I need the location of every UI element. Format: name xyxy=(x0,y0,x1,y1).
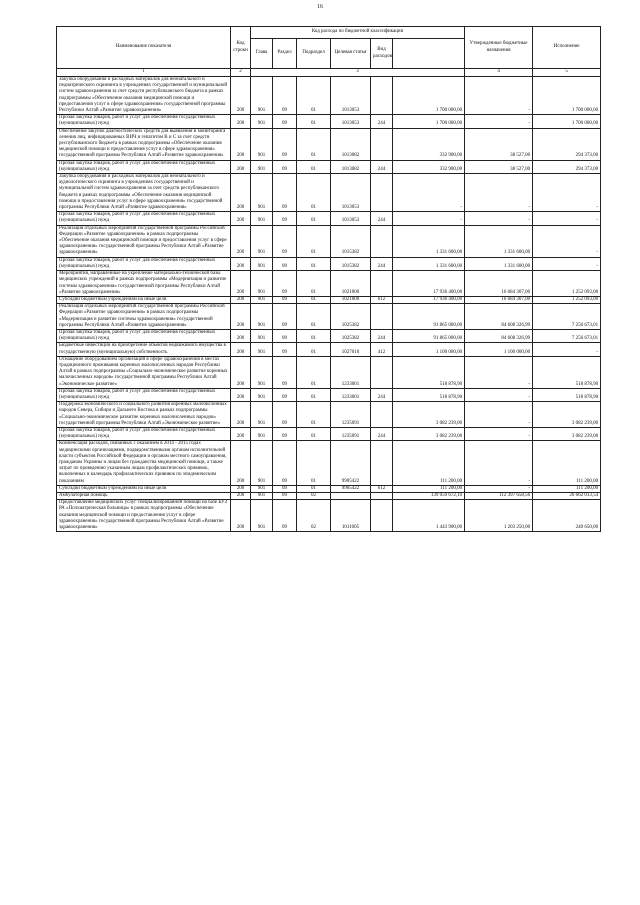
table-row xyxy=(57,174,601,212)
header-executed: Исполнение xyxy=(533,27,601,69)
row-target: 1025382 xyxy=(331,329,371,342)
row-vid: 244 xyxy=(371,329,393,342)
row-approved: 1 331 600,00 xyxy=(393,257,465,270)
row-executed: 38 527,00 xyxy=(465,160,533,173)
row-approved: 111 200,00 xyxy=(393,485,465,492)
row-executed: 1 100 000,00 xyxy=(465,343,533,356)
row-name: Бюджетные инвестиции на приобретение объектов недвижимого имущества в государственную (муниципальную) собственность xyxy=(57,343,231,356)
row-target: 1013053 xyxy=(331,115,371,128)
row-podrazdel: 01 xyxy=(297,174,331,212)
row-razdel: 09 xyxy=(273,493,297,500)
row-razdel: 09 xyxy=(273,225,297,257)
row-target: 1025382 xyxy=(331,304,371,330)
row-razdel: 09 xyxy=(273,402,297,428)
row-glava: 901 xyxy=(251,304,273,330)
row-target: 1015382 xyxy=(331,225,371,257)
row-name: Прочая закупка товаров, работ и услуг для обеспечения государственных (муниципальных) нужд xyxy=(57,160,231,173)
row-razdel: 09 xyxy=(273,160,297,173)
row-approved: 139 059 672,10 xyxy=(393,493,465,500)
row-name: Прочая закупка товаров, работ и услуг для обеспечения государственных (муниципальных) нужд xyxy=(57,427,231,440)
row-approved: 332 900,00 xyxy=(393,128,465,160)
row-executed: - xyxy=(465,77,533,115)
row-podrazdel: 01 xyxy=(297,257,331,270)
table-row xyxy=(57,304,601,330)
row-target: 1011005 xyxy=(331,500,371,532)
row-target: 1021000 xyxy=(331,271,371,297)
row-target: 1013082 xyxy=(331,128,371,160)
row-name: Компенсация расходов, связанных с оказанием в 2014 - 2015 годах медицинскими организациями, подведомственными органам исполнительной власти субъектов Российской Федерации и органам местного самоуправления, гражданам Украины и лицам без гражданства медицинской помощи, а также затрат по проведению указанным лицам профилактических прививок, включенных в календарь профилактических прививок по эпидемическим показаниям xyxy=(57,441,231,485)
row-approved: 3 082 239,00 xyxy=(393,402,465,428)
row-unexecuted: 1 700 000,00 xyxy=(533,77,601,115)
row-podrazdel: 01 xyxy=(297,388,331,401)
row-executed: - xyxy=(465,356,533,388)
row-code: 200 xyxy=(231,304,251,330)
row-name: Реализация отдельных мероприятий государственной программы Российской Федерации «Развитие здравоохранения» в рамках подпрограммы «Модернизация и развитие системы здравоохранения» государственной программы Республики Алтай «Развитие здравоохранения» xyxy=(57,304,231,330)
row-unexecuted: - xyxy=(533,257,601,270)
row-glava: 901 xyxy=(251,343,273,356)
row-target: 1233001 xyxy=(331,388,371,401)
row-podrazdel: 01 xyxy=(297,304,331,330)
row-glava: 901 xyxy=(251,115,273,128)
row-target: 1021000 xyxy=(331,296,371,303)
row-vid: 244 xyxy=(371,160,393,173)
row-podrazdel: 01 xyxy=(297,77,331,115)
row-executed: 112 397 658,56 xyxy=(465,493,533,500)
row-executed: - xyxy=(465,174,533,212)
row-vid xyxy=(371,402,393,428)
row-unexecuted: 294 373,00 xyxy=(533,160,601,173)
table-body xyxy=(57,77,601,532)
row-name: Прочая закупка товаров, работ и услуг для обеспечения государственных (муниципальных) нужд xyxy=(57,329,231,342)
row-code: 200 xyxy=(231,388,251,401)
row-code: 200 xyxy=(231,212,251,225)
row-approved: 1 700 000,00 xyxy=(393,115,465,128)
row-name: Поддержка экономического и социального развития коренных малочисленных народов Севера, Сибири и Дальнего Востока в рамках подпрограммы «Социально-экономическое развитие коренных малочисленных народов» государственной программы Республики Алтай «Экономическое развитие» xyxy=(57,402,231,428)
row-vid: 244 xyxy=(371,115,393,128)
table-row xyxy=(57,356,601,388)
row-podrazdel: 01 xyxy=(297,271,331,297)
row-executed: - xyxy=(465,441,533,485)
row-approved: 332 900,00 xyxy=(393,160,465,173)
row-approved: 1 331 600,00 xyxy=(393,225,465,257)
row-unexecuted: 518 878,90 xyxy=(533,356,601,388)
row-target: 9905422 xyxy=(331,485,371,492)
row-razdel: 09 xyxy=(273,304,297,330)
row-unexecuted: 7 256 673,01 xyxy=(533,329,601,342)
header-glava: Глава xyxy=(251,39,273,69)
row-executed: 1 331 600,00 xyxy=(465,225,533,257)
row-unexecuted: 3 082 239,00 xyxy=(533,402,601,428)
row-approved: - xyxy=(393,212,465,225)
row-unexecuted: - xyxy=(533,212,601,225)
header-vid: Вид расходов xyxy=(371,39,393,69)
row-code: 200 xyxy=(231,356,251,388)
row-name: Предоставление медицинских услуг специализированной помощи на базе БУЗ РА «Психиатрическая больница» в рамках подпрограммы «Обеспечение оказания медицинской помощи и предоставления услуг в сфере здравоохранения» государственной программы Республики Алтай «Развитие здравоохранения» xyxy=(57,500,231,532)
row-glava: 901 xyxy=(251,160,273,173)
row-code: 200 xyxy=(231,257,251,270)
row-executed: 16 684 307,00 xyxy=(465,296,533,303)
row-vid xyxy=(371,356,393,388)
row-podrazdel: 01 xyxy=(297,296,331,303)
row-razdel: 09 xyxy=(273,271,297,297)
row-vid: 612 xyxy=(371,485,393,492)
row-name: Обеспечение закупок диагностических средств для выявления и мониторинга лечения лиц, инфицированных ВИЧ и гепатитом В и С за счет средств республиканского бюджета в рамках подпрограммы «Обеспечение оказания медицинской помощи и предоставления услуг в сфере здравоохранения» государственной программы Республики Алтай «Развитие здравоохранения» xyxy=(57,128,231,160)
table-row xyxy=(57,441,601,485)
header-target: Целевая статья xyxy=(331,39,371,69)
row-executed: - xyxy=(465,402,533,428)
row-podrazdel: 01 xyxy=(297,160,331,173)
row-glava: 901 xyxy=(251,296,273,303)
row-vid: 244 xyxy=(371,212,393,225)
row-executed: 16 684 307,00 xyxy=(465,271,533,297)
row-glava: 901 xyxy=(251,128,273,160)
row-approved: 111 200,00 xyxy=(393,441,465,485)
header-classification: Код расхода по бюджетной классификации xyxy=(251,27,465,39)
row-glava: 901 xyxy=(251,427,273,440)
row-unexecuted: 111 200,00 xyxy=(533,485,601,492)
row-vid: 244 xyxy=(371,427,393,440)
row-name: Реализация отдельных мероприятий государственной программы Российской Федерации «Развитие здравоохранения» в рамках подпрограммы «Обеспечение оказания медицинской помощи и предоставления услуг в сфере здравоохранения» государственной программы Республики Алтай «Развитие здравоохранения» xyxy=(57,225,231,257)
header-row-code: Код строки xyxy=(231,27,251,69)
table-row xyxy=(57,493,601,500)
row-razdel: 09 xyxy=(273,212,297,225)
col-number-2: 2 xyxy=(231,69,251,77)
row-glava: 901 xyxy=(251,388,273,401)
row-glava: 901 xyxy=(251,500,273,532)
row-code: 200 xyxy=(231,441,251,485)
row-podrazdel: 02 xyxy=(297,493,331,500)
row-unexecuted: - xyxy=(533,225,601,257)
row-target: 1015382 xyxy=(331,257,371,270)
row-unexecuted: 1 252 093,00 xyxy=(533,296,601,303)
row-razdel: 09 xyxy=(273,296,297,303)
row-approved: 3 082 239,00 xyxy=(393,427,465,440)
row-unexecuted: 240 650,00 xyxy=(533,500,601,532)
row-executed: 1 203 250,00 xyxy=(465,500,533,532)
row-code: 200 xyxy=(231,402,251,428)
row-executed: 84 608 326,99 xyxy=(465,304,533,330)
page-number: 16 xyxy=(317,4,323,10)
row-target: 1235091 xyxy=(331,427,371,440)
row-unexecuted: 518 878,90 xyxy=(533,388,601,401)
row-name: Амбулаторная помощь xyxy=(57,493,231,500)
row-unexecuted: 1 252 093,00 xyxy=(533,271,601,297)
row-vid xyxy=(371,500,393,532)
row-razdel: 09 xyxy=(273,427,297,440)
row-vid: 244 xyxy=(371,257,393,270)
row-unexecuted: 1 700 000,00 xyxy=(533,115,601,128)
row-vid xyxy=(371,271,393,297)
col-number-5: 5 xyxy=(533,69,601,77)
col-number-1: 1 xyxy=(57,69,231,77)
row-vid: 612 xyxy=(371,296,393,303)
row-glava: 901 xyxy=(251,225,273,257)
row-razdel: 09 xyxy=(273,115,297,128)
row-executed: 84 608 326,99 xyxy=(465,329,533,342)
table-row xyxy=(57,296,601,303)
row-glava: 901 xyxy=(251,441,273,485)
row-razdel: 09 xyxy=(273,441,297,485)
row-executed: 38 527,00 xyxy=(465,128,533,160)
row-vid xyxy=(371,225,393,257)
row-approved: 91 865 000,00 xyxy=(393,304,465,330)
table-row xyxy=(57,115,601,128)
table-row xyxy=(57,427,601,440)
row-code: 200 xyxy=(231,500,251,532)
row-code: 200 xyxy=(231,128,251,160)
row-glava: 901 xyxy=(251,174,273,212)
row-razdel: 09 xyxy=(273,356,297,388)
row-vid xyxy=(371,304,393,330)
table-row xyxy=(57,257,601,270)
row-glava: 901 xyxy=(251,493,273,500)
row-glava: 901 xyxy=(251,402,273,428)
row-name: Прочая закупка товаров, работ и услуг для обеспечения государственных (муниципальных) нужд xyxy=(57,212,231,225)
row-code: 200 xyxy=(231,77,251,115)
row-glava: 901 xyxy=(251,329,273,342)
row-name: Закупка оборудования и расходных материалов для неонатального и аудиологического скрининга в учреждениях государственной и муниципальной систем здравоохранения за счет средств республиканского бюджета в рамках подпрограммы «Обеспечение оказания медицинской помощи и предоставления услуг в сфере здравоохранения» государственной программы Республики Алтай «Развитие здравоохранения» xyxy=(57,174,231,212)
row-name: Закупка оборудования и расходных материалов для неонатального и педиатрического скрининга в учреждениях государственной и муниципальной систем здравоохранения за счет средств республиканского бюджета в рамках подпрограммы «Обеспечение оказания медицинской помощи и предоставления услуг в сфере здравоохранения» государственной программы Республики Алтай «Развитие здравоохранения» xyxy=(57,77,231,115)
table-row xyxy=(57,500,601,532)
row-glava: 901 xyxy=(251,212,273,225)
row-name: Прочая закупка товаров, работ и услуг для обеспечения государственных (муниципальных) нужд xyxy=(57,115,231,128)
row-razdel: 09 xyxy=(273,174,297,212)
header-podrazdel: Подраздел xyxy=(297,39,331,69)
row-code: 200 xyxy=(231,174,251,212)
row-podrazdel: 01 xyxy=(297,356,331,388)
row-vid xyxy=(371,77,393,115)
row-approved: 17 936 400,00 xyxy=(393,296,465,303)
row-approved: 17 936 400,00 xyxy=(393,271,465,297)
row-glava: 901 xyxy=(251,271,273,297)
row-target: 1235091 xyxy=(331,402,371,428)
row-target: 1027010 xyxy=(331,343,371,356)
row-razdel: 09 xyxy=(273,128,297,160)
row-glava: 901 xyxy=(251,257,273,270)
table-row xyxy=(57,343,601,356)
row-target: 9905422 xyxy=(331,441,371,485)
row-target xyxy=(331,493,371,500)
row-target: 1013053 xyxy=(331,77,371,115)
row-target: 1013053 xyxy=(331,174,371,212)
col-number-4: 4 xyxy=(465,69,533,77)
row-vid xyxy=(371,493,393,500)
row-podrazdel: 01 xyxy=(297,329,331,342)
header-razdel: Раздел xyxy=(273,39,297,69)
table-row xyxy=(57,160,601,173)
row-approved: 91 865 000,00 xyxy=(393,329,465,342)
row-podrazdel: 01 xyxy=(297,115,331,128)
row-glava: 901 xyxy=(251,77,273,115)
row-razdel: 09 xyxy=(273,500,297,532)
row-podrazdel: 01 xyxy=(297,441,331,485)
row-unexecuted: - xyxy=(533,343,601,356)
row-code: 200 xyxy=(231,485,251,492)
row-vid: 412 xyxy=(371,343,393,356)
table-row xyxy=(57,128,601,160)
row-code: 200 xyxy=(231,493,251,500)
row-unexecuted: 26 662 013,54 xyxy=(533,493,601,500)
row-name: Субсидии бюджетным учреждениям на иные цели xyxy=(57,485,231,492)
row-vid xyxy=(371,441,393,485)
row-name: Прочая закупка товаров, работ и услуг для обеспечения государственных (муниципальных) нужд xyxy=(57,388,231,401)
row-vid: 244 xyxy=(371,388,393,401)
row-executed: - xyxy=(465,485,533,492)
row-razdel: 09 xyxy=(273,77,297,115)
row-approved: - xyxy=(393,174,465,212)
row-razdel: 09 xyxy=(273,485,297,492)
table-row xyxy=(57,388,601,401)
row-unexecuted: 7 256 673,01 xyxy=(533,304,601,330)
row-approved: 518 878,90 xyxy=(393,388,465,401)
row-approved: 1 700 000,00 xyxy=(393,77,465,115)
row-unexecuted: 3 082 239,00 xyxy=(533,427,601,440)
row-razdel: 09 xyxy=(273,329,297,342)
header-name: Наименование показателя xyxy=(57,27,231,69)
row-podrazdel: 01 xyxy=(297,485,331,492)
col-number-3: 3 xyxy=(251,69,465,77)
row-code: 200 xyxy=(231,329,251,342)
row-unexecuted: - xyxy=(533,174,601,212)
row-name: Мероприятия, направленные на укрепление материально-технической базы медицинских учреждений в рамках подпрограммы «Модернизация и развитие системы здравоохранения» государственной программы Республики Алтай «Развитие здравоохранения» xyxy=(57,271,231,297)
table-row xyxy=(57,212,601,225)
table-row xyxy=(57,77,601,115)
table-row xyxy=(57,329,601,342)
row-code: 200 xyxy=(231,343,251,356)
row-unexecuted: 111 200,00 xyxy=(533,441,601,485)
row-approved: 518 878,90 xyxy=(393,356,465,388)
row-glava: 901 xyxy=(251,356,273,388)
row-glava: 901 xyxy=(251,485,273,492)
row-target: 1233001 xyxy=(331,356,371,388)
table-row xyxy=(57,271,601,297)
row-executed: 1 331 600,00 xyxy=(465,257,533,270)
row-executed: - xyxy=(465,427,533,440)
row-executed: - xyxy=(465,212,533,225)
row-podrazdel: 01 xyxy=(297,402,331,428)
row-podrazdel: 01 xyxy=(297,225,331,257)
row-code: 200 xyxy=(231,115,251,128)
row-razdel: 09 xyxy=(273,257,297,270)
row-podrazdel: 01 xyxy=(297,427,331,440)
row-approved: 1 443 900,00 xyxy=(393,500,465,532)
row-code: 200 xyxy=(231,160,251,173)
table-row xyxy=(57,485,601,492)
row-name: Субсидии бюджетным учреждениям на иные цели xyxy=(57,296,231,303)
row-code: 200 xyxy=(231,225,251,257)
row-podrazdel: 02 xyxy=(297,500,331,532)
budget-execution-table xyxy=(56,26,601,532)
row-approved: 1 100 000,00 xyxy=(393,343,465,356)
row-razdel: 09 xyxy=(273,343,297,356)
row-unexecuted: 294 373,00 xyxy=(533,128,601,160)
row-target: 1013082 xyxy=(331,160,371,173)
row-code: 200 xyxy=(231,427,251,440)
row-name: Оснащение оборудованием организаций в сфере здравоохранения в местах традиционного проживания коренных малочисленных народов Республики Алтай в рамках подпрограммы «Социально-экономическое развитие коренных малочисленных народов» государственной программы Республики Алтай «Экономическое развитие» xyxy=(57,356,231,388)
row-razdel: 09 xyxy=(273,388,297,401)
header-approved: Утвержденные бюджетные назначения xyxy=(465,27,533,69)
row-podrazdel: 01 xyxy=(297,343,331,356)
row-code: 200 xyxy=(231,296,251,303)
row-vid xyxy=(371,174,393,212)
row-code: 200 xyxy=(231,271,251,297)
row-executed: - xyxy=(465,115,533,128)
row-target: 1013053 xyxy=(331,212,371,225)
row-executed: - xyxy=(465,388,533,401)
row-podrazdel: 01 xyxy=(297,212,331,225)
table-row xyxy=(57,402,601,428)
row-vid xyxy=(371,128,393,160)
table-row xyxy=(57,225,601,257)
row-podrazdel: 01 xyxy=(297,128,331,160)
row-name: Прочая закупка товаров, работ и услуг для обеспечения государственных (муниципальных) нужд xyxy=(57,257,231,270)
